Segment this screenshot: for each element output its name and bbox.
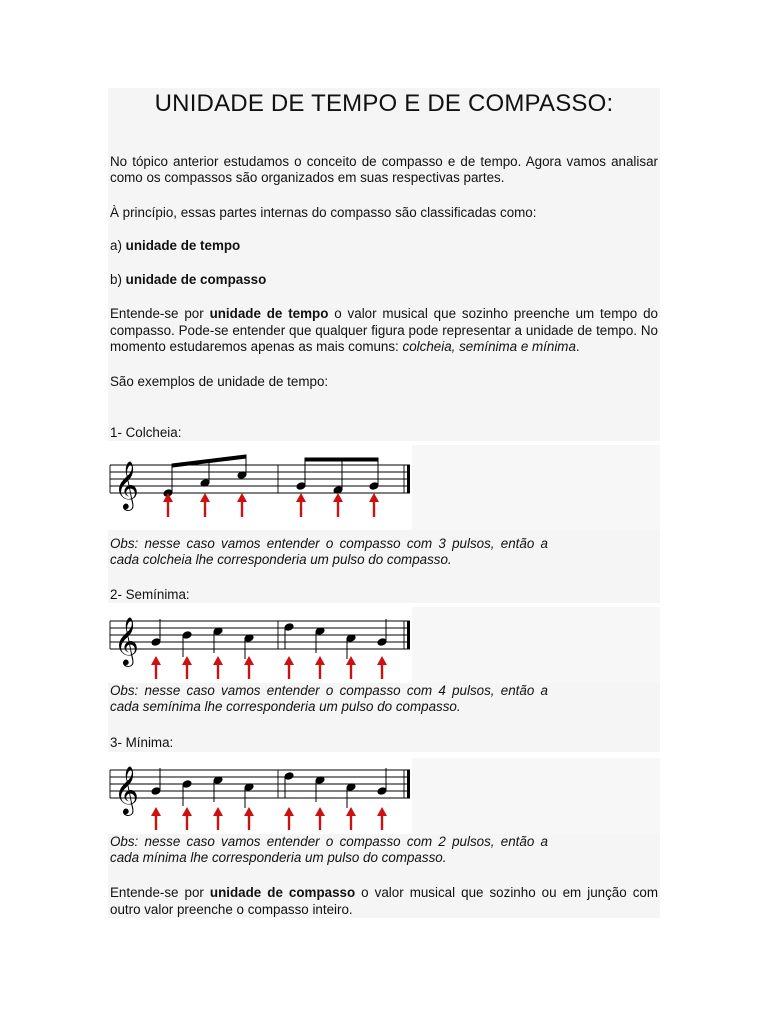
- ex2-label: 2- Semínima:: [110, 586, 190, 602]
- item-b-block: [108, 254, 660, 288]
- classification-block: [108, 187, 660, 221]
- item-a-block: [108, 221, 660, 254]
- title-band: [108, 88, 660, 154]
- def-tempo-mid: o valor musical que sozinho preenche um tempo do compasso. Pode-se entender que qualquer figura pode representar a unidade de tempo. No momento estudaremos apenas as mais comuns:: [110, 306, 658, 355]
- examples-intro: São exemplos de unidade de tempo:: [110, 374, 329, 390]
- treble-clef-icon: 𝄞: [114, 615, 139, 665]
- examples-intro-block: [108, 355, 660, 390]
- def-compasso-end: o valor musical que sozinho ou em junção com outro valor preenche o compasso inteiro.: [110, 885, 658, 917]
- item-b-prefix: b): [110, 272, 126, 288]
- ex1-label-block: [108, 391, 660, 441]
- ex1-obs-block: [108, 530, 660, 569]
- intro-block: [108, 154, 660, 187]
- ex2-obs-block: [108, 683, 660, 716]
- ex2-obs: Obs: nesse caso vamos entender o compasso com 4 pulsos, então a cada semínima lhe corresponderia um pulso do compasso.: [110, 682, 548, 715]
- page-title: UNIDADE DE TEMPO E DE COMPASSO:: [154, 90, 614, 117]
- def-compasso-paragraph: [110, 885, 658, 918]
- ex2-score: [108, 607, 660, 683]
- def-tempo-block: [108, 288, 660, 355]
- ex1-score: [108, 445, 660, 530]
- document: [108, 88, 660, 918]
- def-compasso-block: [108, 866, 660, 918]
- ex3-score: [108, 758, 660, 834]
- item-a-prefix: a): [110, 237, 126, 253]
- ex3-obs-block: [108, 834, 660, 867]
- def-tempo-pre: Entende-se por: [110, 306, 210, 322]
- item-a-term: unidade de tempo: [125, 237, 241, 253]
- ex3-obs: Obs: nesse caso vamos entender o compasso com 2 pulsos, então a cada mínima lhe corresponderia um pulso do compasso.: [110, 833, 548, 866]
- ex3-label: 3- Mínima:: [110, 735, 174, 751]
- def-tempo-term: unidade de tempo: [209, 306, 329, 322]
- treble-clef-icon: 𝄞: [114, 764, 139, 814]
- treble-clef-icon: 𝄞: [114, 459, 139, 509]
- def-compasso-term: unidade de compasso: [209, 885, 356, 901]
- ex2-label-block: [108, 569, 660, 603]
- classification-paragraph: À princípio, essas partes internas do compasso são classificadas como:: [110, 204, 537, 220]
- item-b: [110, 272, 658, 288]
- ex1-label: 1- Colcheia:: [110, 424, 182, 440]
- def-tempo-paragraph: [110, 306, 658, 355]
- def-tempo-italic: colcheia, semínima e mínima: [402, 339, 576, 355]
- def-tempo-end: .: [575, 339, 580, 355]
- item-b-term: unidade de compasso: [125, 272, 267, 288]
- ex3-label-block: [108, 715, 660, 751]
- ex1-obs: Obs: nesse caso vamos entender o compasso com 3 pulsos, então a cada colcheia lhe corresponderia um pulso do compasso.: [110, 535, 548, 568]
- item-a: [110, 238, 658, 254]
- intro-paragraph: No tópico anterior estudamos o conceito de compasso e de tempo. Agora vamos analisar como os compassos são organizados em suas respectivas partes.: [110, 154, 658, 186]
- def-compasso-pre: Entende-se por: [110, 885, 210, 901]
